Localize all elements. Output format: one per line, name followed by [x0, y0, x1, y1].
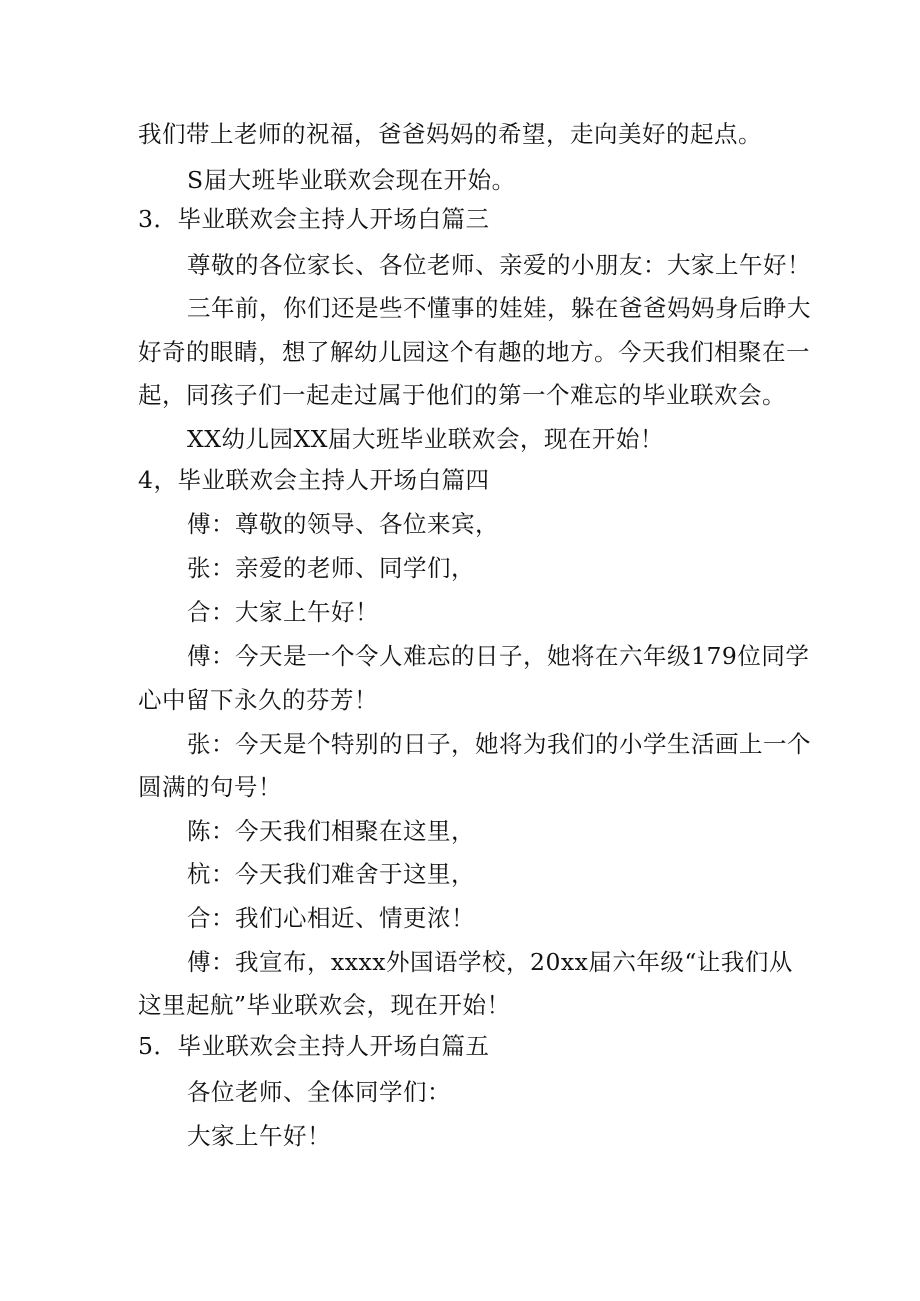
text-line: 合：我们心相近、情更浓！ — [187, 904, 475, 932]
text-line: 三年前，你们还是些不懂事的娃娃，躲在爸爸妈妈身后睁大 — [187, 294, 811, 322]
section-heading: 5．毕业联欢会主持人开场白篇五 — [138, 1032, 490, 1060]
text-line: 这里起航”毕业联欢会，现在开始！ — [138, 991, 511, 1019]
text-line: 心中留下永久的芬芳！ — [138, 686, 378, 714]
text-line: 尊敬的各位家长、各位老师、亲爱的小朋友：大家上午好！ — [187, 251, 811, 279]
text-line: 张：亲爱的老师、同学们， — [187, 554, 475, 582]
text-line: 张：今天是个特别的日子，她将为我们的小学生活画上一个 — [187, 730, 811, 758]
text-line: XX幼儿园XX届大班毕业联欢会，现在开始！ — [187, 425, 664, 453]
text-line: 大家上午好！ — [187, 1122, 331, 1150]
text-line: 陈：今天我们相聚在这里， — [187, 817, 475, 845]
text-line: 起，同孩子们一起走过属于他们的第一个难忘的毕业联欢会。 — [138, 381, 786, 409]
text-line: 我们带上老师的祝福，爸爸妈妈的希望，走向美好的起点。 — [138, 120, 762, 148]
text-line: 傅：我宣布，xxxx外国语学校，20xx届六年级“让我们从 — [187, 948, 793, 976]
text-line: 圆满的句号！ — [138, 773, 282, 801]
text-line: 杭：今天我们难舍于这里， — [187, 860, 475, 888]
text-line: 好奇的眼睛，想了解幼儿园这个有趣的地方。今天我们相聚在一 — [138, 338, 810, 366]
text-line: 合：大家上午好！ — [187, 598, 379, 626]
text-line: 傅：尊敬的领导、各位来宾， — [187, 510, 499, 538]
text-line: 各位老师、全体同学们： — [187, 1078, 451, 1106]
text-line: 傅：今天是一个令人难忘的日子，她将在六年级179位同学 — [187, 642, 810, 670]
section-heading: 4，毕业联欢会主持人开场白篇四 — [138, 466, 490, 494]
section-heading: 3．毕业联欢会主持人开场白篇三 — [138, 205, 490, 233]
text-line: S届大班毕业联欢会现在开始。 — [187, 166, 516, 194]
